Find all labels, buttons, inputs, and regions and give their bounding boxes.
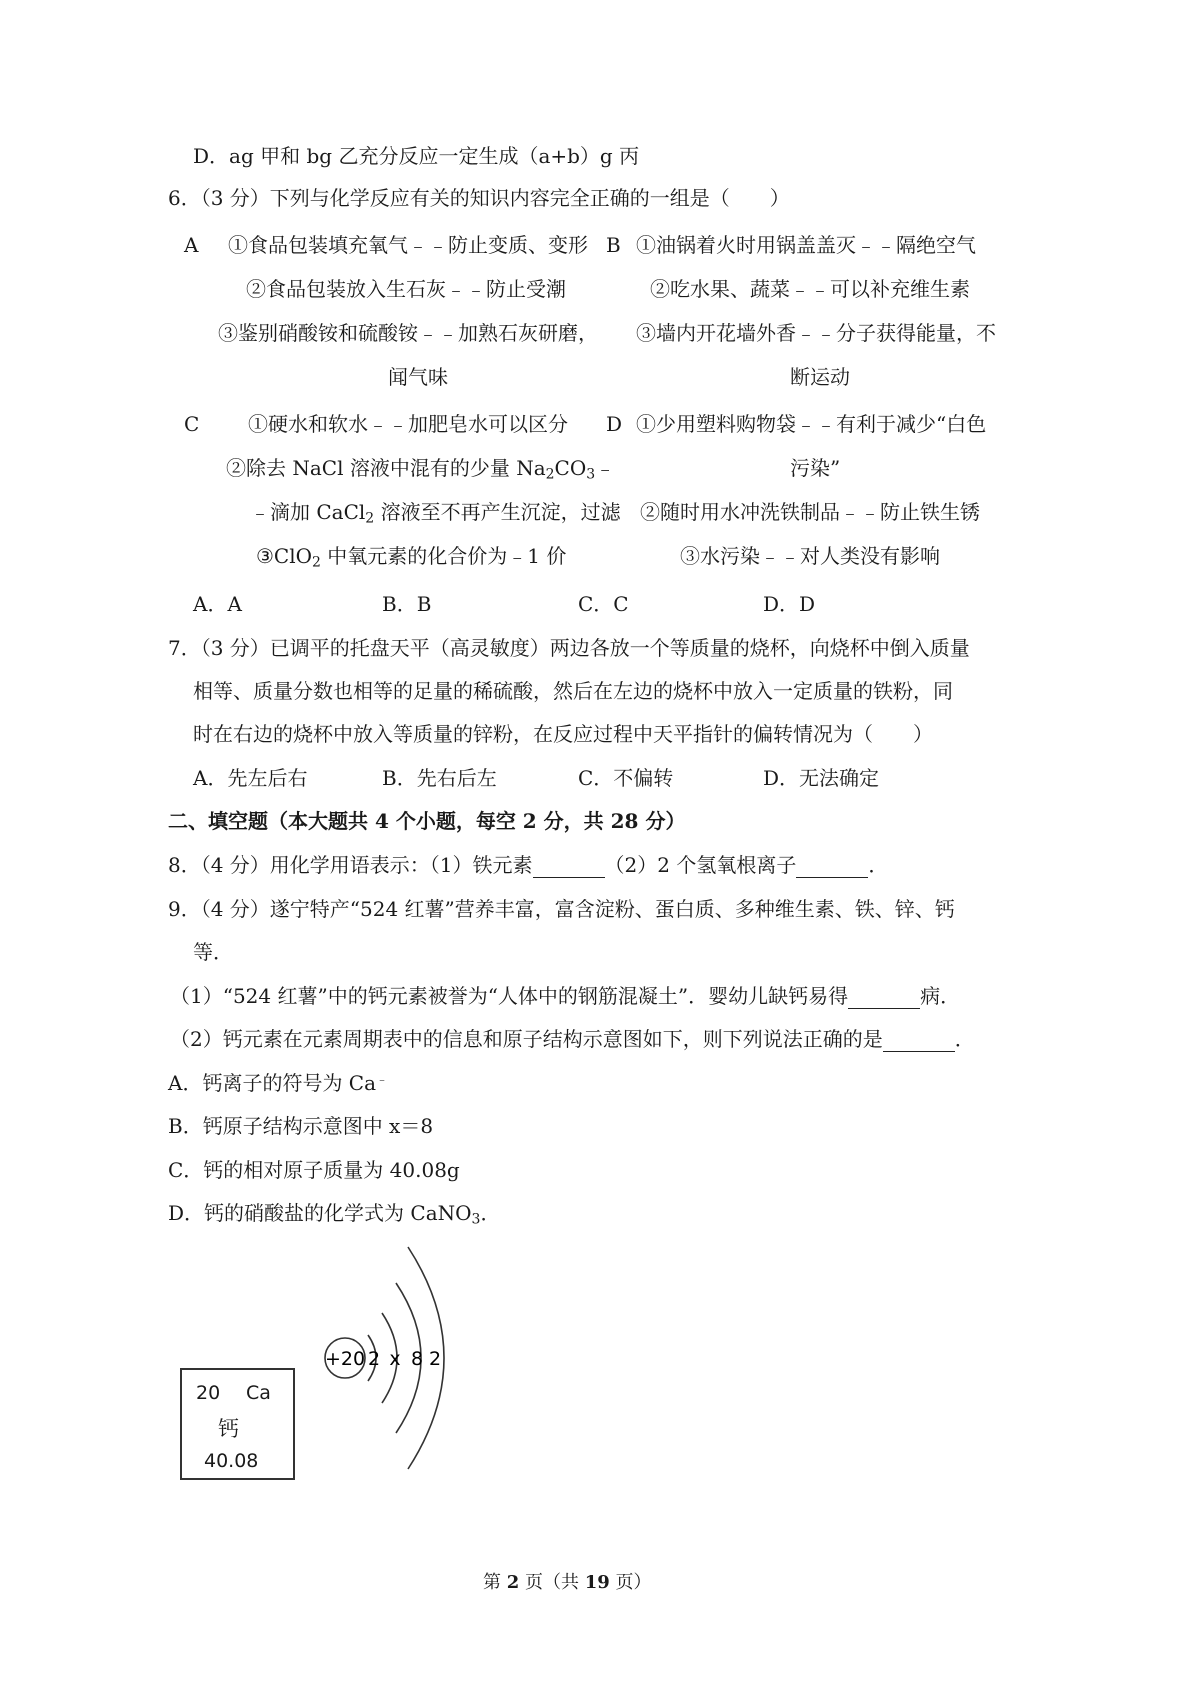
footer-prefix: 第 — [483, 1572, 507, 1593]
element-atomic-mass: 40.08 — [204, 1450, 259, 1472]
q9-option-d-text: D．钙的硝酸盐的化学式为 CaNO — [168, 1201, 472, 1225]
footer-middle: 页（共 — [519, 1572, 585, 1593]
q9-part2-text: （2）钙元素在元素周期表中的信息和原子结构示意图如下，则下列说法正确的是 — [170, 1027, 883, 1051]
q8-answer-blank-1[interactable] — [533, 853, 605, 878]
q6-a-line3: ③鉴别硝酸铵和硫酸铵﹣﹣加熟石灰研磨， — [218, 321, 598, 345]
q6-d-line1: ①少用塑料购物袋﹣﹣有利于减少“白色 — [636, 412, 987, 436]
q9-option-d-end: ． — [480, 1201, 501, 1225]
shell-4-electrons: 2 — [428, 1348, 442, 1370]
q6-c-line1: ①硬水和软水﹣﹣加肥皂水可以区分 — [248, 412, 568, 436]
q9-option-d-sub: 3 — [471, 1211, 481, 1228]
q6-c-line4-rest: 中氧元素的化合价为﹣1 价 — [320, 544, 567, 568]
page-footer — [483, 1572, 652, 1594]
q7-choice-d: D．无法确定 — [763, 766, 880, 790]
q9-option-a — [168, 1071, 388, 1095]
shell-3-electrons: 8 — [410, 1348, 424, 1370]
q7-line1: 7．（3 分）已调平的托盘天平（高灵敏度）两边各放一个等质量的烧杯，向烧杯中倒入质量 — [168, 636, 970, 660]
q6-c-line2-dash: ﹣ — [595, 456, 616, 480]
q6-c-line3 — [250, 500, 621, 527]
q6-choice-d: D．D — [763, 592, 816, 616]
element-atomic-number: 20 — [196, 1382, 221, 1404]
q9-option-c: C．钙的相对原子质量为 40.08g — [168, 1158, 460, 1182]
q6-c-line3-sub: 2 — [365, 510, 375, 527]
q6-a-line4: 闻气味 — [388, 365, 448, 389]
q9-option-a-text: A．钙离子的符号为 Ca — [168, 1071, 377, 1095]
q9-line2: 等． — [193, 940, 233, 964]
q9-answer-blank-1[interactable] — [848, 984, 920, 1009]
q6-c-line4-text: ③ClO — [256, 544, 313, 568]
q6-c-line2-sub1: 2 — [545, 466, 555, 483]
q7-choice-a: A．先左后右 — [193, 766, 308, 790]
q9-option-a-sup: ﹣ — [376, 1071, 389, 1086]
q8-end: ． — [868, 853, 889, 877]
footer-page-number: 2 — [506, 1572, 520, 1593]
q6-b-line4: 断运动 — [790, 365, 850, 389]
q8-part2: （2）2 个氢氧根离子 — [604, 853, 797, 877]
q6-b-line1: ①油锅着火时用锅盖盖灭﹣﹣隔绝空气 — [636, 233, 976, 257]
q6-d-line3: ②随时用水冲洗铁制品﹣﹣防止铁生锈 — [640, 500, 980, 524]
shell-2-electrons: x — [389, 1348, 401, 1370]
q6-b-line3: ③墙内开花墙外香﹣﹣分子获得能量，不 — [636, 321, 996, 345]
q6-c-line4 — [256, 544, 567, 571]
q7-choice-c: C．不偏转 — [578, 766, 674, 790]
q8-line — [168, 853, 888, 878]
element-symbol: Ca — [246, 1382, 271, 1404]
q7-line3: 时在右边的烧杯中放入等质量的锌粉，在反应过程中天平指针的偏转情况为（ ） — [193, 722, 933, 746]
q6-stem: 6．（3 分）下列与化学反应有关的知识内容完全正确的一组是（ ） — [168, 186, 790, 210]
q7-line2: 相等、质量分数也相等的足量的稀硫酸，然后在左边的烧杯中放入一定质量的铁粉，同 — [193, 679, 953, 703]
nucleus-charge: +20 — [324, 1348, 366, 1370]
q8-part1: 8．（4 分）用化学用语表示：（1）铁元素 — [168, 853, 533, 877]
q6-choice-c: C．C — [578, 592, 629, 616]
section-heading: 二、填空题（本大题共 4 个小题，每空 2 分，共 28 分） — [168, 809, 686, 833]
q6-d-label: D — [606, 412, 623, 436]
footer-suffix: 页） — [609, 1572, 652, 1593]
q9-option-d — [168, 1201, 501, 1228]
q6-c-line4-sub: 2 — [312, 554, 321, 571]
q6-c-line3-rest: 溶液至不再产生沉淀，过滤 — [374, 500, 621, 524]
q6-c-label: C — [184, 412, 200, 436]
q9-part1-text: （1）“524 红薯”中的钙元素被誉为“人体中的钢筋混凝土”．婴幼儿缺钙易得 — [170, 984, 849, 1008]
q6-c-line2-sub2: 3 — [586, 466, 596, 483]
q9-part1-end: 病． — [920, 984, 961, 1008]
q6-b-line2: ②吃水果、蔬菜﹣﹣可以补充维生素 — [650, 277, 970, 301]
q6-choice-a: A．A — [193, 592, 242, 616]
shell-1-electrons: 2 — [367, 1348, 381, 1370]
element-name: 钙 — [218, 1417, 239, 1441]
q6-c-line2-text: ②除去 NaCl 溶液中混有的少量 Na — [226, 456, 546, 480]
q6-d-line2: 污染” — [790, 456, 841, 480]
q6-choice-b: B．B — [382, 592, 432, 616]
q9-part2 — [170, 1027, 975, 1052]
q7-choice-b: B．先右后左 — [382, 766, 497, 790]
q6-d-line4: ③水污染﹣﹣对人类没有影响 — [680, 544, 940, 568]
q6-a-line2: ②食品包装放入生石灰﹣﹣防止受潮 — [246, 277, 566, 301]
q6-a-label: A — [184, 233, 199, 257]
q9-line1: 9．（4 分）遂宁特产“524 红薯”营养丰富，富含淀粉、蛋白质、多种维生素、铁、锌、钙 — [168, 897, 955, 921]
q9-option-b: B．钙原子结构示意图中 x＝8 — [168, 1114, 434, 1138]
q8-answer-blank-2[interactable] — [796, 853, 868, 878]
q6-a-line1: ①食品包装填充氧气﹣﹣防止变质、变形 — [228, 233, 588, 257]
q9-part2-end: ． — [954, 1027, 975, 1051]
footer-total-pages: 19 — [584, 1572, 610, 1593]
q6-c-line2-co: CO — [554, 456, 587, 480]
q6-c-line2 — [226, 456, 616, 483]
atomic-structure-diagram — [300, 1235, 480, 1475]
q5-option-d: D．ag 甲和 bg 乙充分反应一定生成（a+b）g 丙 — [193, 144, 640, 168]
q6-b-label: B — [606, 233, 621, 257]
q9-part1 — [170, 984, 960, 1009]
periodic-element-box — [180, 1368, 295, 1480]
q6-c-line3-text: ﹣滴加 CaCl — [250, 500, 366, 524]
q9-answer-blank-2[interactable] — [883, 1027, 955, 1052]
